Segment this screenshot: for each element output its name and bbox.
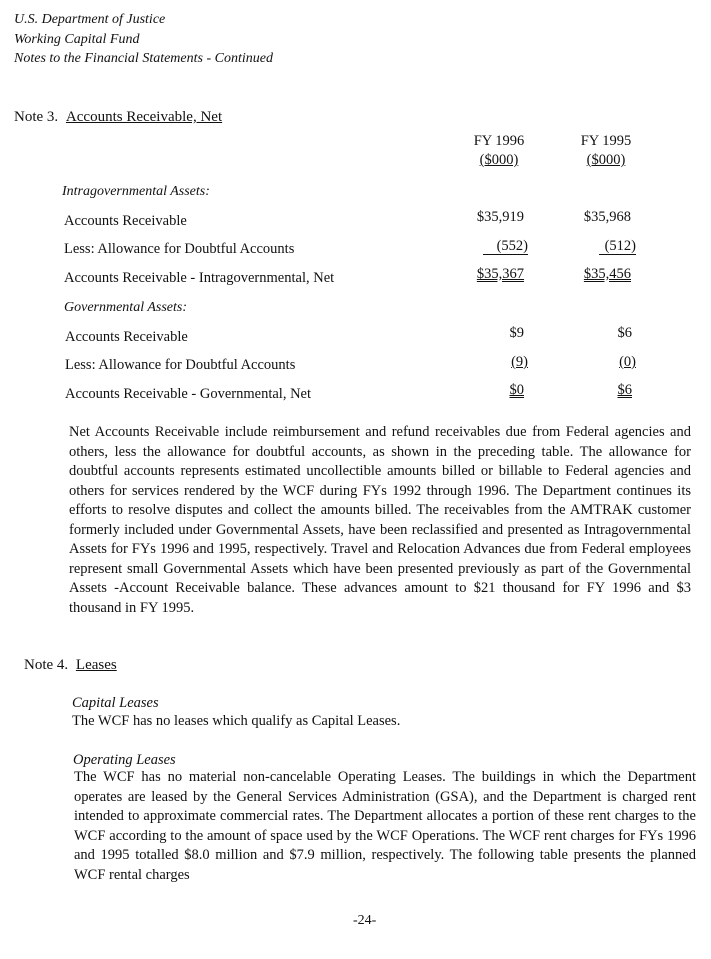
capital-leases-text: The WCF has no leases which qualify as Capital Leases. (72, 713, 401, 729)
intragov-row-label: Accounts Receivable (64, 213, 187, 229)
gov-net-fy1995: $6 (617, 382, 632, 398)
gov-heading: Governmental Assets: (64, 300, 187, 315)
gov-row-label: Less: Allowance for Doubtful Accounts (65, 357, 296, 373)
gov-row-fy1995 (546, 354, 636, 371)
intragov-row-fy1996: $35,919 (476, 209, 524, 225)
intragov-allowance-fy1995: (512) (599, 238, 636, 255)
col-unit-fy1996: ($000) (479, 152, 519, 168)
note4-heading (24, 657, 117, 674)
note3-number: Note 3. (14, 109, 59, 125)
intragov-row-fy1996 (440, 238, 528, 255)
intragov-row-label: Accounts Receivable - Intragovernmental, Net (64, 270, 335, 286)
gov-row-fy1996: $9 (509, 325, 524, 341)
col-header-fy1996 (459, 133, 539, 169)
intragov-net-fy1996: $35,367 (476, 266, 524, 282)
intragov-allowance-fy1996: (552) (483, 238, 528, 255)
gov-allowance-fy1995: (0) (619, 354, 636, 370)
gov-net-fy1996: $0 (509, 382, 524, 398)
gov-row-fy1996 (440, 354, 528, 371)
intragov-row-fy1996 (440, 266, 524, 283)
gov-row-fy1995: $6 (617, 325, 632, 341)
intragov-row-label: Less: Allowance for Doubtful Accounts (64, 241, 295, 257)
intragov-net-fy1995: $35,456 (583, 266, 631, 282)
note3-paragraph: Net Accounts Receivable include reimbursement and refund receivables due from Federal agencies and others, less the allowance for doubtful accounts, as shown in the preceding table. The allowance for doubtful accounts represents estimated uncollectible amounts billed or billable to Federal agencies and others for services rendered by the WCF during FYs 1992 through 1996. The Department continues its efforts to resolve disputes and collect the amounts billed. The receivables from the AMTRAK customer formerly included under Governmental Assets, have been reclassified and presented as Intragovernmental Assets for FYs 1996 and 1995, respectively. Travel and Relocation Advances due from Federal employees represent small Governmental Assets which have been presented previously as part of the Governmental Assets -Account Receivable balance. These advances amount to $21 thousand for FY 1996 and $3 thousand in FY 1995. (69, 424, 691, 616)
gov-allowance-fy1996: (9) (511, 354, 528, 370)
col-unit-fy1995: ($000) (586, 152, 626, 168)
doc-header-line3: Notes to the Financial Statements - Continued (14, 51, 273, 66)
operating-leases-heading: Operating Leases (73, 752, 176, 768)
intragov-row-fy1995 (546, 238, 636, 255)
gov-row-fy1995 (546, 382, 632, 399)
note4-title: Leases (75, 657, 117, 673)
intragov-row-fy1995: $35,968 (583, 209, 631, 225)
operating-leases-text: The WCF has no material non-cancelable Operating Leases. The buildings in which the Department operates are leased by the General Services Administration (GSA), and the Department is charged rent intended to approximate commercial rates. The Department allocates a portion of these rent charges to the WCF according to the amount of space used by the WCF Operations. The WCF rent charges for FYs 1996 and 1995 totalled $8.0 million and $7.9 million, respectively. The following table presents the planned WCF rental charges (74, 769, 696, 883)
col-header-fy1995 (566, 133, 646, 169)
doc-header-line2: Working Capital Fund (14, 32, 140, 47)
gov-row-label: Accounts Receivable - Governmental, Net (65, 386, 312, 402)
col-year-fy1996: FY 1996 (473, 133, 525, 149)
intragov-heading: Intragovernmental Assets: (62, 184, 210, 199)
col-year-fy1995: FY 1995 (580, 133, 632, 149)
page-number: -24- (353, 913, 377, 928)
gov-row-fy1996 (440, 382, 524, 399)
doc-header-line1: U.S. Department of Justice (14, 12, 166, 27)
intragov-row-fy1995 (546, 266, 631, 283)
note3-heading (14, 109, 222, 126)
capital-leases-heading: Capital Leases (72, 695, 159, 711)
note4-number: Note 4. (24, 657, 69, 673)
note3-title: Accounts Receivable, Net (65, 109, 223, 125)
gov-row-label: Accounts Receivable (65, 329, 188, 345)
